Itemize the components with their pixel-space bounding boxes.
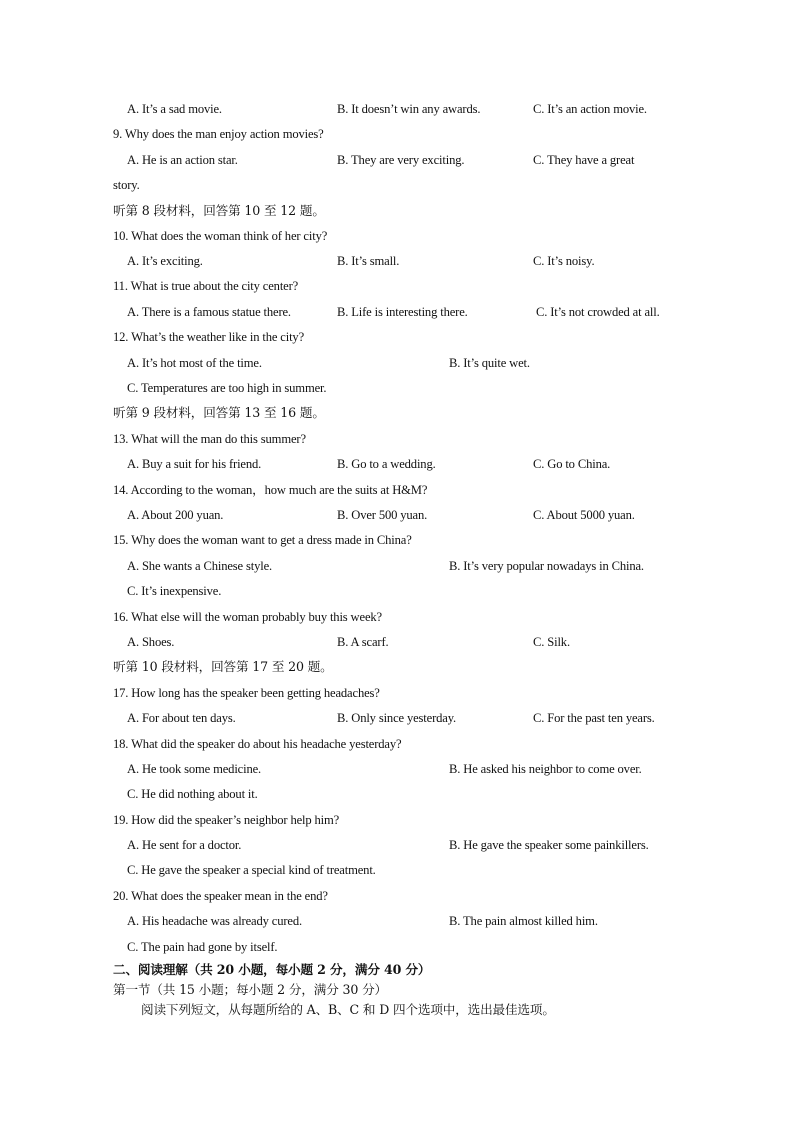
section-10-header: 听第 10 段材料，回答第 17 至 20 题。 [113, 659, 333, 674]
part-2-title: 二、阅读理解（共 20 小题，每小题 2 分，满分 40 分） [113, 962, 431, 977]
section-9-header: 听第 9 段材料，回答第 13 至 16 题。 [113, 405, 325, 420]
q17-option-a: A. For about ten days. [127, 711, 236, 725]
part-2-instruction: 阅读下列短文，从每题所给的 A、B、C 和 D 四个选项中，选出最佳选项。 [141, 1002, 555, 1017]
q8-option-c: C. It’s an action movie. [533, 102, 647, 116]
q14-option-c: C. About 5000 yuan. [533, 508, 635, 522]
q18-option-c: C. He did nothing about it. [127, 787, 258, 801]
q18-option-a: A. He took some medicine. [127, 762, 262, 776]
q18-option-b: B. He asked his neighbor to come over. [449, 762, 642, 776]
q17-option-c: C. For the past ten years. [533, 711, 655, 725]
q18-question: 18. What did the speaker do about his headache yesterday? [113, 737, 402, 751]
q8-option-b: B. It doesn’t win any awards. [337, 102, 481, 116]
q10-option-b: B. It’s small. [337, 254, 400, 268]
q9-option-c-continued: story. [113, 178, 140, 192]
q16-question: 16. What else will the woman probably buy this week? [113, 610, 382, 624]
q13-option-b: B. Go to a wedding. [337, 457, 436, 471]
q13-question: 13. What will the man do this summer? [113, 432, 306, 446]
q10-question: 10. What does the woman think of her city? [113, 229, 328, 243]
q16-option-a: A. Shoes. [127, 635, 175, 649]
q11-option-a: A. There is a famous statue there. [127, 305, 291, 319]
q15-option-a: A. She wants a Chinese style. [127, 559, 273, 573]
q11-question: 11. What is true about the city center? [113, 279, 299, 293]
q10-option-a: A. It’s exciting. [127, 254, 203, 268]
q9-option-c: C. They have a great [533, 153, 635, 167]
q9-option-b: B. They are very exciting. [337, 153, 465, 167]
q19-option-b: B. He gave the speaker some painkillers. [449, 838, 649, 852]
q14-option-b: B. Over 500 yuan. [337, 508, 428, 522]
q12-option-c: C. Temperatures are too high in summer. [127, 381, 327, 395]
q14-option-a: A. About 200 yuan. [127, 508, 224, 522]
q17-option-b: B. Only since yesterday. [337, 711, 457, 725]
q10-option-c: C. It’s noisy. [533, 254, 595, 268]
q13-option-c: C. Go to China. [533, 457, 611, 471]
section-8-header: 听第 8 段材料，回答第 10 至 12 题。 [113, 203, 325, 218]
q15-option-b: B. It’s very popular nowadays in China. [449, 559, 644, 573]
q19-option-c: C. He gave the speaker a special kind of treatment. [127, 863, 376, 877]
q20-question: 20. What does the speaker mean in the end? [113, 889, 328, 903]
part-2-section-1-header: 第一节（共 15 小题；每小题 2 分，满分 30 分） [113, 982, 387, 997]
q13-option-a: A. Buy a suit for his friend. [127, 457, 262, 471]
q12-option-b: B. It’s quite wet. [449, 356, 530, 370]
q20-option-b: B. The pain almost killed him. [449, 914, 598, 928]
q9-option-a: A. He is an action star. [127, 153, 238, 167]
q15-option-c: C. It’s inexpensive. [127, 584, 222, 598]
q17-question: 17. How long has the speaker been getting headaches? [113, 686, 380, 700]
q11-option-c: C. It’s not crowded at all. [536, 305, 660, 319]
q14-question: 14. According to the woman，how much are the suits at H&M? [113, 483, 428, 497]
q15-question: 15. Why does the woman want to get a dress made in China? [113, 533, 412, 547]
q12-question: 12. What’s the weather like in the city? [113, 330, 305, 344]
q11-option-b: B. Life is interesting there. [337, 305, 468, 319]
q8-option-a: A. It’s a sad movie. [127, 102, 222, 116]
q12-option-a: A. It’s hot most of the time. [127, 356, 262, 370]
q19-option-a: A. He sent for a doctor. [127, 838, 242, 852]
q16-option-c: C. Silk. [533, 635, 570, 649]
q16-option-b: B. A scarf. [337, 635, 389, 649]
q20-option-a: A. His headache was already cured. [127, 914, 302, 928]
q20-option-c: C. The pain had gone by itself. [127, 940, 278, 954]
q9-question: 9. Why does the man enjoy action movies? [113, 127, 324, 141]
q19-question: 19. How did the speaker’s neighbor help him? [113, 813, 340, 827]
